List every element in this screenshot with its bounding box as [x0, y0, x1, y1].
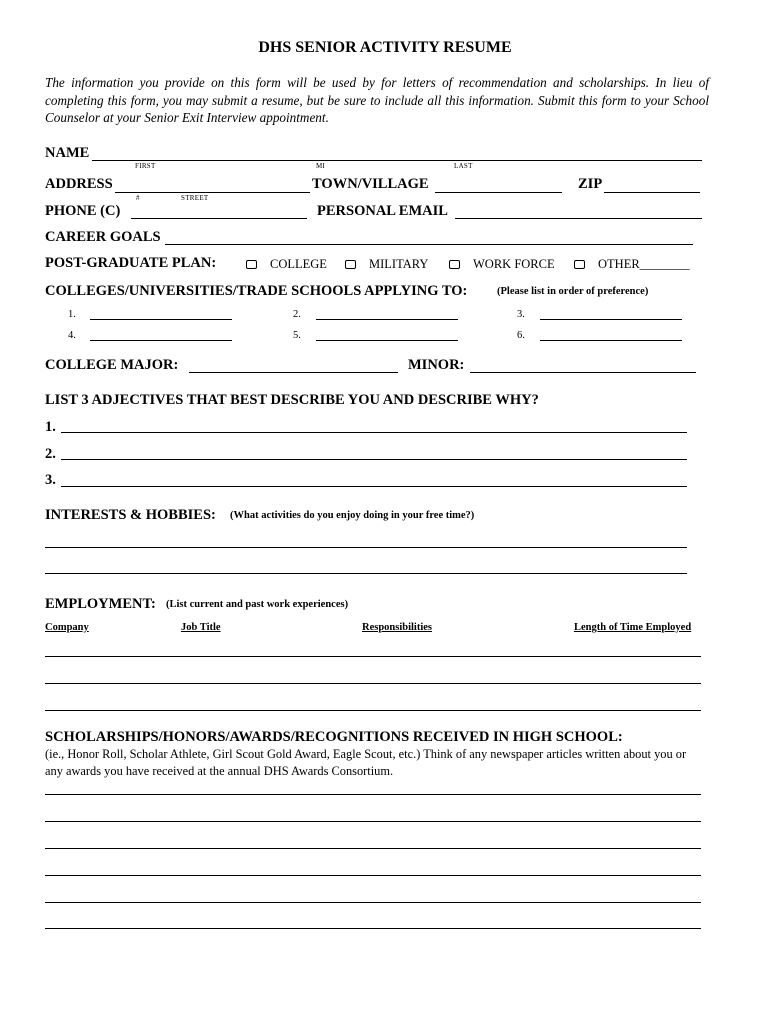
email-field[interactable]	[455, 218, 702, 219]
company-column-header: Company	[45, 622, 89, 633]
town-label: TOWN/VILLAGE	[312, 176, 429, 192]
minor-field[interactable]	[470, 372, 696, 373]
town-field[interactable]	[435, 192, 562, 193]
adjective-field-1[interactable]	[61, 432, 687, 433]
major-label: COLLEGE MAJOR:	[45, 357, 179, 373]
scholarships-field-4[interactable]	[45, 875, 701, 876]
adjective-number-3: 3.	[45, 472, 56, 488]
adjectives-label: LIST 3 ADJECTIVES THAT BEST DESCRIBE YOU AND DESCRIBE WHY?	[45, 392, 539, 408]
adjective-number-2: 2.	[45, 446, 56, 462]
workforce-option: WORK FORCE	[473, 257, 555, 271]
college-field-2[interactable]	[316, 319, 458, 320]
workforce-checkbox[interactable]	[449, 260, 460, 269]
address-field[interactable]	[115, 192, 310, 193]
name-mi-caption: MI	[316, 162, 326, 170]
scholarships-field-6[interactable]	[45, 928, 701, 929]
colleges-label: COLLEGES/UNIVERSITIES/TRADE SCHOOLS APPLYING TO:	[45, 283, 468, 299]
scholarships-field-3[interactable]	[45, 848, 701, 849]
college-number-4: 4.	[68, 330, 76, 341]
military-option: MILITARY	[369, 257, 429, 271]
employment-note: (List current and past work experiences)	[166, 599, 349, 610]
name-field[interactable]	[92, 160, 702, 161]
interests-field-2[interactable]	[45, 573, 687, 574]
phone-field[interactable]	[131, 218, 307, 219]
job-title-column-header: Job Title	[181, 622, 221, 633]
length-column-header: Length of Time Employed	[574, 622, 692, 633]
scholarships-note: (ie., Honor Roll, Scholar Athlete, Girl Scout Gold Award, Eagle Scout, etc.) Think of any newspaper articles written about you or any awards you have received at the annual DHS Awards Consortium.	[45, 747, 687, 778]
name-first-caption: FIRST	[135, 162, 156, 170]
other-option: OTHER________	[598, 257, 690, 271]
adjective-field-3[interactable]	[61, 486, 687, 487]
adjective-number-1: 1.	[45, 419, 56, 435]
minor-label: MINOR:	[408, 357, 465, 373]
address-label: ADDRESS	[45, 176, 113, 192]
interests-note: (What activities do you enjoy doing in your free time?)	[230, 510, 475, 521]
page-title: DHS SENIOR ACTIVITY RESUME	[258, 39, 512, 56]
college-field-1[interactable]	[90, 319, 232, 320]
employment-row-3[interactable]	[45, 710, 701, 711]
major-field[interactable]	[189, 372, 398, 373]
other-checkbox[interactable]	[574, 260, 585, 269]
scholarships-label: SCHOLARSHIPS/HONORS/AWARDS/RECOGNITIONS RECEIVED IN HIGH SCHOOL:	[45, 729, 623, 745]
employment-label: EMPLOYMENT:	[45, 596, 156, 612]
zip-field[interactable]	[604, 192, 700, 193]
adjective-field-2[interactable]	[61, 459, 687, 460]
college-checkbox[interactable]	[246, 260, 257, 269]
college-number-3: 3.	[517, 309, 525, 320]
responsibilities-column-header: Responsibilities	[362, 622, 433, 633]
college-option: COLLEGE	[270, 257, 327, 271]
college-number-2: 2.	[293, 309, 301, 320]
career-goals-field[interactable]	[165, 244, 693, 245]
post-grad-label: POST-GRADUATE PLAN:	[45, 255, 217, 271]
address-number-caption: #	[136, 194, 140, 202]
interests-label: INTERESTS & HOBBIES:	[45, 507, 216, 523]
address-street-caption: STREET	[181, 194, 209, 202]
college-field-3[interactable]	[540, 319, 682, 320]
employment-row-2[interactable]	[45, 683, 701, 684]
email-label: PERSONAL EMAIL	[317, 203, 448, 219]
phone-label: PHONE (C)	[45, 203, 121, 219]
college-number-1: 1.	[68, 309, 76, 320]
college-number-5: 5.	[293, 330, 301, 341]
scholarships-field-5[interactable]	[45, 902, 701, 903]
interests-field-1[interactable]	[45, 547, 687, 548]
college-number-6: 6.	[517, 330, 525, 341]
scholarships-field-1[interactable]	[45, 794, 701, 795]
intro-paragraph: The information you provide on this form will be used by for letters of recommendation and scholarships. In lieu of completing this form, you may submit a resume, but be sure to include all this information. Submit this form to your School Counselor at your Senior Exit Interview appointment.	[45, 75, 709, 125]
name-last-caption: LAST	[454, 162, 473, 170]
career-goals-label: CAREER GOALS	[45, 229, 161, 245]
scholarships-field-2[interactable]	[45, 821, 701, 822]
college-field-4[interactable]	[90, 340, 232, 341]
colleges-note: (Please list in order of preference)	[497, 286, 649, 297]
college-field-5[interactable]	[316, 340, 458, 341]
employment-row-1[interactable]	[45, 656, 701, 657]
name-label: NAME	[45, 145, 90, 161]
college-field-6[interactable]	[540, 340, 682, 341]
military-checkbox[interactable]	[345, 260, 356, 269]
zip-label: ZIP	[578, 176, 603, 192]
